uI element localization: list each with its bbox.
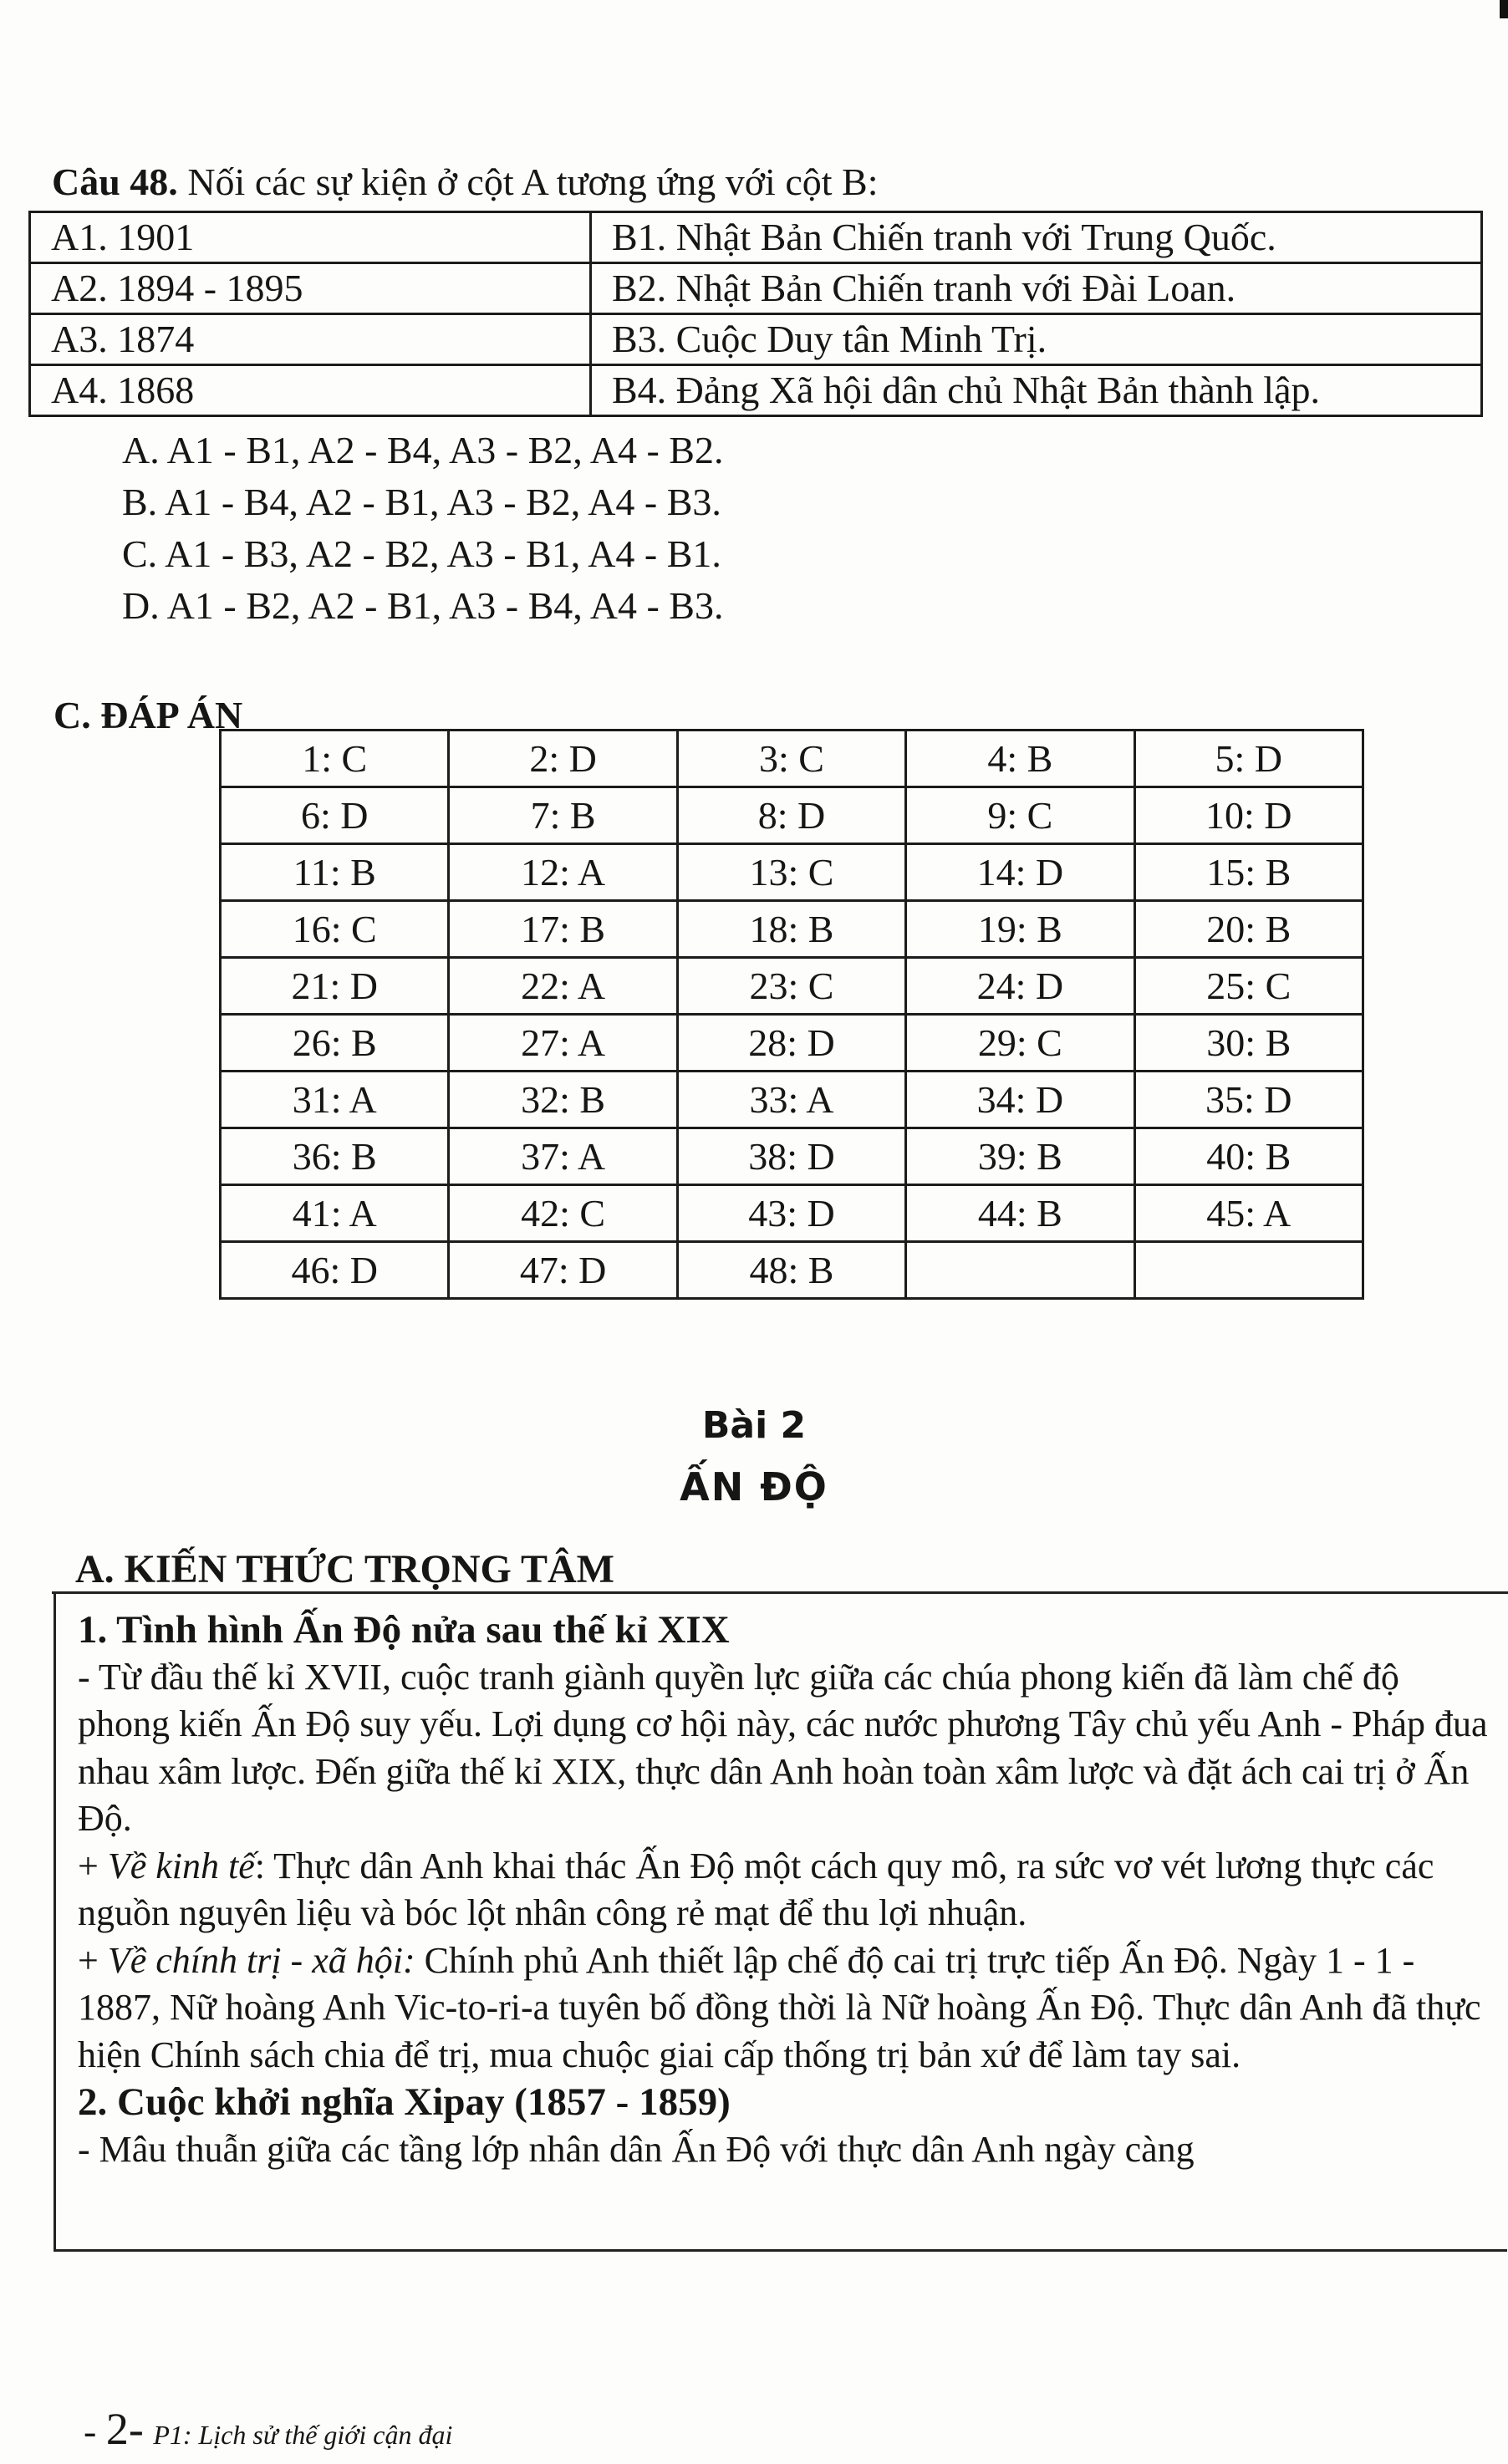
column-b-cell: B3. Cuộc Duy tân Minh Trị.: [591, 314, 1482, 365]
economy-label: Về kinh tế: [107, 1845, 255, 1886]
column-a-cell: A2. 1894 - 1895: [30, 263, 591, 314]
answer-key-cell: 27: A: [449, 1015, 677, 1072]
answer-key-cell: 45: A: [1134, 1185, 1363, 1242]
bullet-prefix: +: [78, 1939, 108, 1981]
answer-key-cell: 4: B: [906, 731, 1134, 787]
answer-key-row: [221, 901, 1363, 958]
answer-key-row: [221, 731, 1363, 787]
answer-key-cell: 36: B: [221, 1128, 449, 1185]
column-a-cell: A3. 1874: [30, 314, 591, 365]
answer-key-cell: 42: C: [449, 1185, 677, 1242]
answer-key-cell: 31: A: [221, 1072, 449, 1128]
matching-row: [30, 263, 1482, 314]
answer-key-cell: 39: B: [906, 1128, 1134, 1185]
question-number: Câu 48.: [52, 160, 178, 203]
economy-text: : Thực dân Anh khai thác Ấn Độ một cách quy mô, ra sức vơ vét lương thực các nguồn nguyên liệu và bóc lột nhân công rẻ mạt để thu lợi nhuận.: [78, 1845, 1434, 1933]
answer-key-cell: 5: D: [1134, 731, 1363, 787]
answer-key-cell: 19: B: [906, 901, 1134, 958]
answer-key-cell: 24: D: [906, 958, 1134, 1015]
column-b-cell: B4. Đảng Xã hội dân chủ Nhật Bản thành lập.: [591, 365, 1482, 416]
answer-key-title: C. ĐÁP ÁN: [53, 694, 243, 736]
answer-key-cell: 28: D: [677, 1015, 905, 1072]
politics-text: Chính phủ Anh thiết lập chế độ cai trị trực tiếp Ấn Độ. Ngày 1 - 1 - 1887, Nữ hoàng Anh Vic-to-ri-a tuyên bố đồng thời là Nữ hoàng Ấn Độ. Thực dân Anh đã thực hiện Chính sách chia để trị, mua chuộc giai cấp thống trị bản xứ để làm tay sai.: [78, 1939, 1481, 2075]
matching-table: [28, 211, 1483, 417]
answer-key-row: [221, 844, 1363, 901]
answer-key-cell: 15: B: [1134, 844, 1363, 901]
answer-key-cell: 20: B: [1134, 901, 1363, 958]
footer-source: P1: Lịch sử thế giới cận đại: [153, 2420, 453, 2450]
column-b-cell: B2. Nhật Bản Chiến tranh với Đài Loan.: [591, 263, 1482, 314]
answer-key-cell: 46: D: [221, 1242, 449, 1299]
answer-key-row: [221, 1072, 1363, 1128]
option-b: B. A1 - B4, A2 - B1, A3 - B2, A4 - B3.: [122, 481, 721, 523]
paragraph-economy: [78, 1843, 1499, 1937]
answer-key-cell: [1134, 1242, 1363, 1299]
answer-key-cell: 33: A: [677, 1072, 905, 1128]
answer-key-cell: 47: D: [449, 1242, 677, 1299]
answer-key-row: [221, 958, 1363, 1015]
lesson-title: ẤN ĐỘ: [680, 1464, 828, 1509]
matching-row: [30, 314, 1482, 365]
paragraph-politics: [78, 1937, 1499, 2080]
answer-key-cell: 7: B: [449, 787, 677, 844]
answer-key-cell: 9: C: [906, 787, 1134, 844]
question-48-title: [52, 159, 879, 206]
answer-key-cell: 11: B: [221, 844, 449, 901]
option-a: A. A1 - B1, A2 - B4, A3 - B2, A4 - B2.: [122, 429, 724, 471]
answer-key-cell: 34: D: [906, 1072, 1134, 1128]
answer-key-row: [221, 1128, 1363, 1185]
section-a-title: A. KIẾN THỨC TRỌNG TÂM: [75, 1547, 614, 1591]
answer-key-cell: 32: B: [449, 1072, 677, 1128]
answer-key-cell: 38: D: [677, 1128, 905, 1185]
scan-mark: [1500, 0, 1508, 18]
answer-key-cell: 12: A: [449, 844, 677, 901]
answer-key-cell: 37: A: [449, 1128, 677, 1185]
matching-row: [30, 365, 1482, 416]
answer-key-cell: 18: B: [677, 901, 905, 958]
option-d: D. A1 - B2, A2 - B1, A3 - B4, A4 - B3.: [122, 584, 724, 627]
knowledge-box: [53, 1593, 1507, 2252]
answer-key-cell: 40: B: [1134, 1128, 1363, 1185]
answer-key-cell: 10: D: [1134, 787, 1363, 844]
page-number: 2-: [105, 2404, 144, 2454]
option-c: C. A1 - B3, A2 - B2, A3 - B1, A4 - B1.: [122, 532, 721, 575]
subsection-1-heading: 1. Tình hình Ấn Độ nửa sau thế kỉ XIX: [78, 1608, 730, 1652]
answer-key-row: [221, 1015, 1363, 1072]
footer-dash: -: [84, 2410, 106, 2452]
column-b-cell: B1. Nhật Bản Chiến tranh với Trung Quốc.: [591, 212, 1482, 263]
paragraph-1: - Từ đầu thế kỉ XVII, cuộc tranh giành quyền lực giữa các chúa phong kiến đã làm chế độ phong kiến Ấn Độ suy yếu. Lợi dụng cơ hội này, các nước phương Tây chủ yếu Anh - Pháp đua nhau xâm lược. Đến giữa thế kỉ XIX, thực dân Anh hoàn toàn xâm lược và đặt ách cai trị ở Ấn Độ.: [78, 1656, 1488, 1839]
column-a-cell: A4. 1868: [30, 365, 591, 416]
answer-key-table: [219, 729, 1364, 1300]
answer-key-cell: 8: D: [677, 787, 905, 844]
answer-key-cell: 30: B: [1134, 1015, 1363, 1072]
answer-key-cell: 3: C: [677, 731, 905, 787]
answer-key-cell: 41: A: [221, 1185, 449, 1242]
subsection-2-heading: 2. Cuộc khởi nghĩa Xipay (1857 - 1859): [78, 2080, 731, 2124]
answer-key-row: [221, 1185, 1363, 1242]
answer-options: [122, 425, 723, 632]
answer-key-row: [221, 1242, 1363, 1299]
matching-row: [30, 212, 1482, 263]
answer-key-cell: 14: D: [906, 844, 1134, 901]
answer-key-cell: 25: C: [1134, 958, 1363, 1015]
lesson-number: Bài 2: [701, 1404, 807, 1447]
answer-key-cell: [906, 1242, 1134, 1299]
answer-key-cell: 48: B: [677, 1242, 905, 1299]
answer-key-cell: 2: D: [449, 731, 677, 787]
answer-key-cell: 23: C: [677, 958, 905, 1015]
column-a-cell: A1. 1901: [30, 212, 591, 263]
answer-key-cell: 26: B: [221, 1015, 449, 1072]
answer-key-cell: 21: D: [221, 958, 449, 1015]
answer-key-cell: 43: D: [677, 1185, 905, 1242]
bullet-prefix: +: [78, 1845, 108, 1886]
answer-key-cell: 29: C: [906, 1015, 1134, 1072]
question-text: Nối các sự kiện ở cột A tương ứng với cột B:: [177, 160, 879, 203]
paragraph-4: - Mâu thuẫn giữa các tầng lớp nhân dân Ấn Độ với thực dân Anh ngày càng: [78, 2128, 1195, 2170]
answer-key-cell: 13: C: [677, 844, 905, 901]
answer-key-cell: 16: C: [221, 901, 449, 958]
politics-label: Về chính trị - xã hội:: [107, 1939, 415, 1981]
answer-key-cell: 44: B: [906, 1185, 1134, 1242]
answer-key-cell: 22: A: [449, 958, 677, 1015]
answer-key-cell: 35: D: [1134, 1072, 1363, 1128]
page-footer: [84, 2404, 452, 2460]
answer-key-cell: 17: B: [449, 901, 677, 958]
answer-key-cell: 1: C: [221, 731, 449, 787]
answer-key-cell: 6: D: [221, 787, 449, 844]
answer-key-row: [221, 787, 1363, 844]
